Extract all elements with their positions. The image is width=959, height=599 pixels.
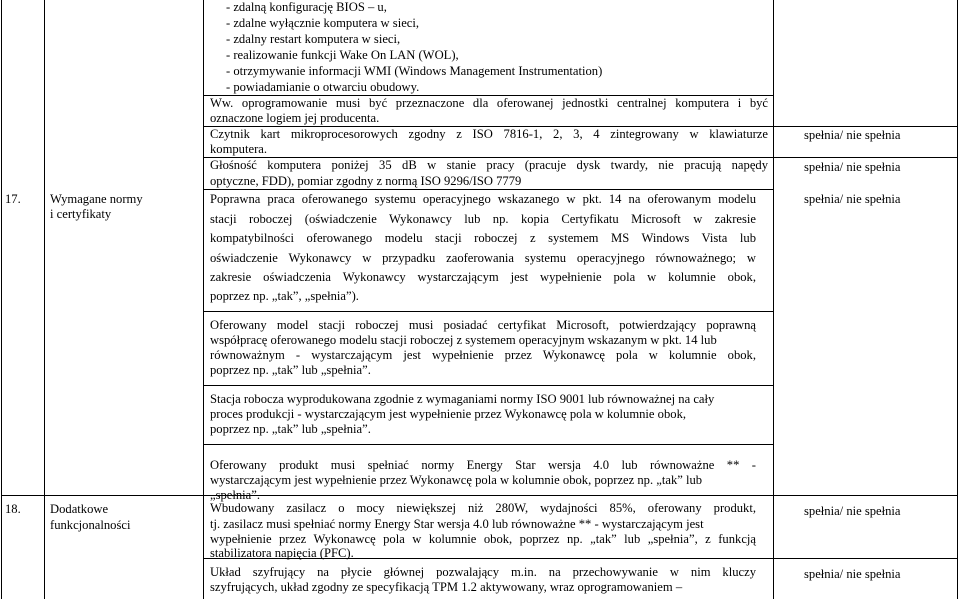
requirement-line: Czytnik kart mikroprocesorowych zgodny z ISO 7816-1, 2, 3, 4 zintegrowany w klawiaturze — [210, 127, 768, 141]
cell-border — [203, 444, 774, 445]
requirement-line: wypełnienie przez Wykonawcę pola w kolumnie obok, poprzez np. „tak” lub „spełnia”, z funkcją — [210, 532, 756, 546]
requirement-line: stabilizatora napięcia (PFC). — [210, 546, 354, 560]
cell-border — [203, 311, 774, 312]
requirement-line: Wbudowany zasilacz o mocy niewiększej niż 280W, wydajności 85%, oferowany produkt, — [210, 501, 756, 515]
list-item: - zdalną konfigurację BIOS – u, — [226, 0, 387, 14]
requirement-line: „spełnia”. — [210, 488, 260, 502]
row-title-18: funkcjonalności — [50, 518, 131, 532]
requirement-line: Oferowany produkt musi spełniać normy Energy Star wersja 4.0 lub równoważne ** - — [210, 458, 756, 472]
list-item: - realizowanie funkcji Wake On LAN (WOL), — [226, 48, 459, 62]
cell-border — [203, 385, 774, 386]
requirement-line: optyczne, FDD), pomiar zgodny z normą ISO 9296/ISO 7779 — [210, 174, 522, 188]
row-separator-17-18 — [1, 495, 958, 496]
requirement-line: Głośność komputera poniżej 35 dB w stanie pracy (pracuje dysk twardy, nie pracują napędy — [210, 158, 768, 172]
requirement-line: poprzez np. „tak” lub „spełnia”. — [210, 363, 371, 377]
row-title-18: Dodatkowe — [50, 502, 109, 516]
list-item: - zdalny restart komputera w sieci, — [226, 32, 401, 46]
requirement-line: Stacja robocza wyprodukowana zgodnie z wymaganiami normy ISO 9001 lub równoważnej na cały — [210, 392, 715, 406]
row-number-18: 18. — [5, 502, 21, 516]
table-border-right — [957, 0, 958, 599]
requirement-line: współpracę oferowanego modelu stacji roboczej z systemem operacyjnym wskazanym w pkt. 14 lub — [210, 333, 717, 347]
requirement-line: oznaczone logiem jej producenta. — [210, 111, 380, 125]
requirement-line: tj. zasilacz musi spełniać normy Energy Star wersja 4.0 lub równoważne ** - wystarczającym jest — [210, 517, 704, 531]
requirement-line: Układ szyfrujący na płycie głównej pozwalający m.in. na przechowywanie w nim kluczy — [210, 565, 756, 579]
requirement-line: szyfrujących, układ zgodny ze specyfikacją TPM 1.2 aktywowany, wraz oprogramowaniem – — [210, 580, 683, 594]
requirement-line: kompatybilności oferowanego modelu stacji roboczej z systemem MS Windows Vista lub — [210, 231, 756, 245]
requirement-line: komputera. — [210, 142, 268, 156]
col-divider-1 — [44, 0, 45, 599]
col-divider-2 — [203, 0, 204, 599]
requirement-line: stacji roboczej (oświadczenie Wykonawcy lub np. kopia Certyfikatu Microsoft w zakresie — [210, 212, 756, 226]
list-item: - otrzymywanie informacji WMI (Windows Management Instrumentation) — [226, 64, 603, 78]
row-title-17: i certyfikaty — [50, 207, 112, 221]
requirement-line: poprzez np. „tak”, „spełnia”). — [210, 289, 359, 303]
requirement-line: wystarczającym jest wypełnienie przez Wykonawcę pola w kolumnie obok, poprzez np. „tak” lub — [210, 473, 703, 487]
status-label: spełnia/ nie spełnia — [804, 504, 901, 518]
list-item: - powiadamianie o otwarciu obudowy. — [226, 80, 420, 94]
status-label: spełnia/ nie spełnia — [804, 160, 901, 174]
requirement-line: równoważnym - wystarczającym jest wypełnienie przez Wykonawcę pola w kolumnie obok, — [210, 348, 756, 362]
col-divider-3 — [773, 0, 774, 599]
status-label: spełnia/ nie spełnia — [804, 128, 901, 142]
status-label: spełnia/ nie spełnia — [804, 567, 901, 581]
list-item: - zdalne wyłącznie komputera w sieci, — [226, 16, 420, 30]
requirement-line: proces produkcji - wystarczającym jest wypełnienie przez Wykonawcę pola w kolumnie obok, — [210, 407, 687, 421]
table-border-left — [1, 0, 2, 599]
status-label: spełnia/ nie spełnia — [804, 192, 901, 206]
requirement-line: Oferowany model stacji roboczej musi posiadać certyfikat Microsoft, potwierdzający poprawną — [210, 318, 756, 332]
requirement-line: oświadczenie Wykonawcy w przypadku zaoferowania systemu operacyjnego równoważnego; w — [210, 251, 756, 265]
requirement-line: Ww. oprogramowanie musi być przeznaczone dla oferowanej jednostki centralnej komputera i być — [210, 96, 768, 110]
row-title-17: Wymagane normy — [50, 192, 143, 206]
row-number-17: 17. — [5, 192, 21, 206]
requirement-line: Poprawna praca oferowanego systemu operacyjnego wskazanego w pkt. 14 na oferowanym modelu — [210, 192, 756, 206]
requirement-line: zakresie oświadczenia Wykonawcy wystarczającym jest wypełnienie pola w kolumnie obok, — [210, 270, 756, 284]
requirement-line: poprzez np. „tak” lub „spełnia”. — [210, 422, 371, 436]
